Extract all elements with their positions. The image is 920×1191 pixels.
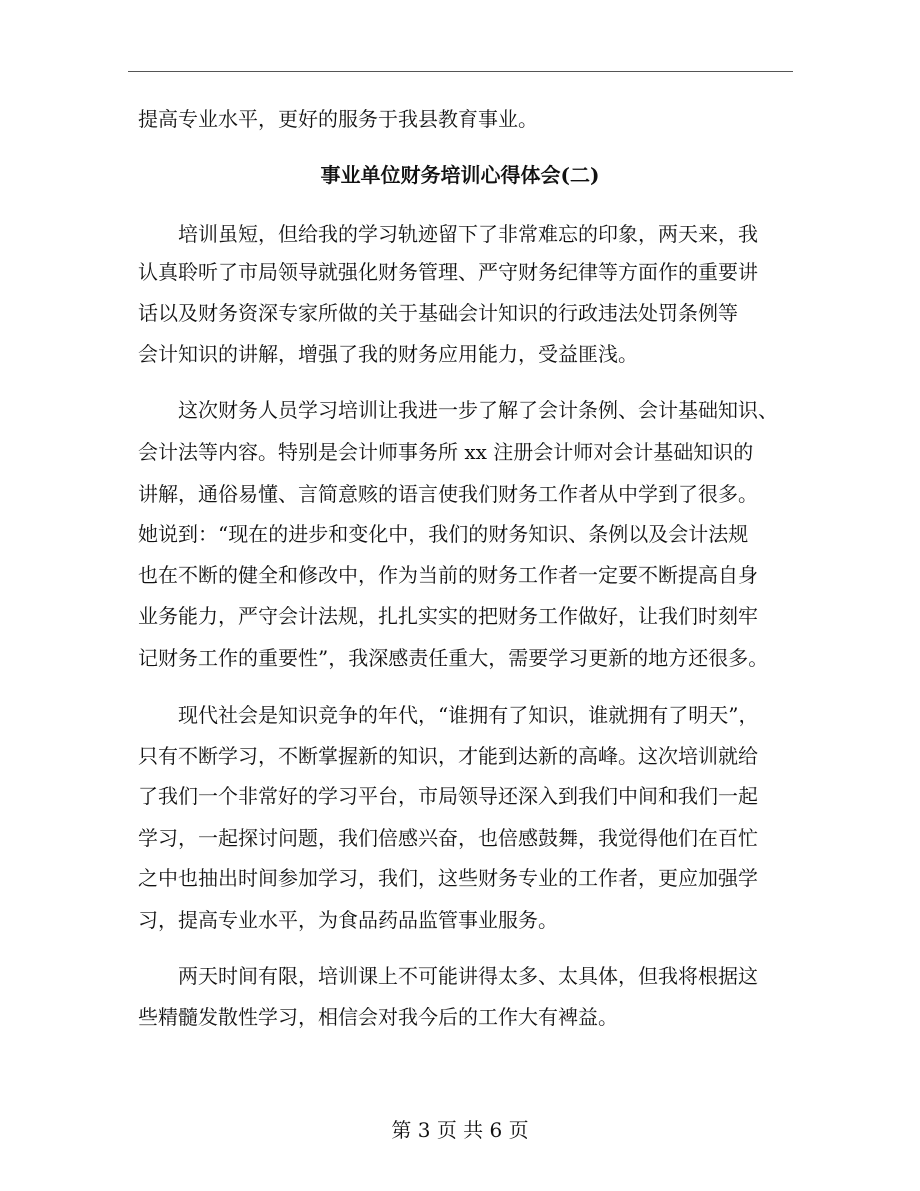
paragraph-line: 她说到：“现在的进步和变化中，我们的财务知识、条例以及会计法规 — [138, 522, 749, 546]
paragraph-line: 习，提高专业水平，为食品药品监管事业服务。 — [138, 908, 558, 932]
paragraph-line: 会计知识的讲解，增强了我的财务应用能力，受益匪浅。 — [138, 342, 638, 366]
paragraph-line: 学习，一起探讨问题，我们倍感兴奋，也倍感鼓舞，我觉得他们在百忙 — [138, 826, 758, 850]
paragraph-line: 话以及财务资深专家所做的关于基础会计知识的行政违法处罚条例等 — [138, 301, 738, 325]
paragraph-line: 会计法等内容。特别是会计师事务所 xx 注册会计师对会计基础知识的 — [138, 440, 754, 464]
header-rule — [128, 71, 793, 72]
paragraph-line: 讲解，通俗易懂、言简意赅的语言使我们财务工作者从中学到了很多。 — [138, 482, 758, 506]
paragraph-line: 也在不断的健全和修改中，作为当前的财务工作者一定要不断提高自身 — [138, 563, 758, 587]
paragraph-line: 只有不断学习，不断掌握新的知识，才能到达新的高峰。这次培训就给 — [138, 744, 758, 768]
continued-text-line: 提高专业水平，更好的服务于我县教育事业。 — [138, 107, 538, 131]
paragraph-line: 两天时间有限，培训课上不可能讲得太多、太具体，但我将根据这 — [178, 964, 758, 988]
page-number-footer: 第 3 页 共 6 页 — [391, 1118, 529, 1142]
paragraph-line: 些精髓发散性学习，相信会对我今后的工作大有裨益。 — [138, 1005, 618, 1029]
paragraph-line: 业务能力，严守会计法规，扎扎实实的把财务工作做好，让我们时刻牢 — [138, 604, 758, 628]
paragraph-line: 了我们一个非常好的学习平台，市局领导还深入到我们中间和我们一起 — [138, 784, 758, 808]
paragraph-line: 现代社会是知识竞争的年代，“谁拥有了知识，谁就拥有了明天”， — [178, 703, 759, 727]
paragraph-line: 这次财务人员学习培训让我进一步了解了会计条例、会计基础知识、 — [178, 398, 778, 422]
paragraph-line: 培训虽短，但给我的学习轨迹留下了非常难忘的印象，两天来，我 — [178, 222, 758, 246]
section-title: 事业单位财务培训心得体会(二) — [320, 163, 600, 187]
paragraph-line: 之中也抽出时间参加学习，我们，这些财务专业的工作者，更应加强学 — [138, 866, 758, 890]
paragraph-line: 认真聆听了市局领导就强化财务管理、严守财务纪律等方面作的重要讲 — [138, 260, 758, 284]
paragraph-line: 记财务工作的重要性”，我深感责任重大，需要学习更新的地方还很多。 — [138, 646, 769, 670]
